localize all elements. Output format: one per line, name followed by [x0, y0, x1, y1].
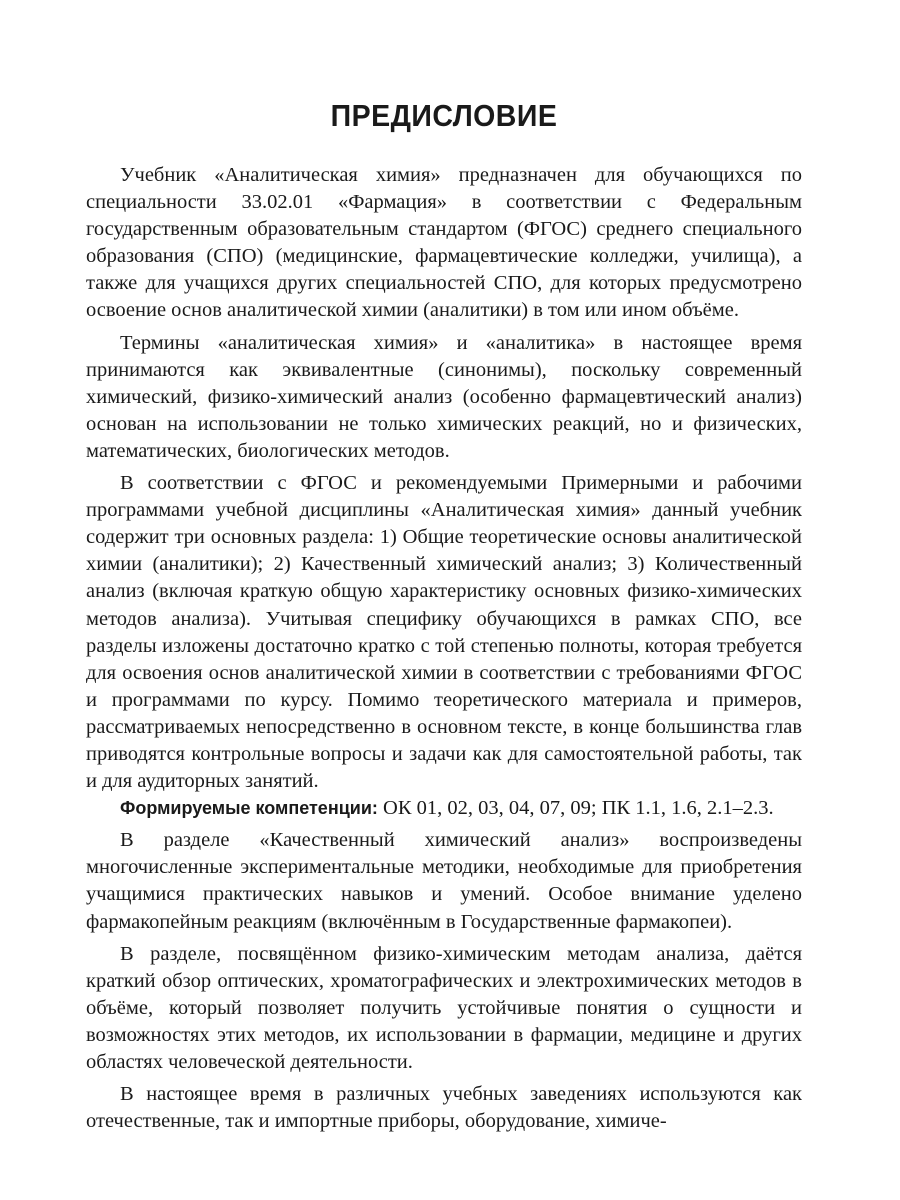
page-title: ПРЕДИСЛОВИЕ: [330, 98, 558, 133]
paragraph-equipment: В настоящее время в различных учебных заведениях используются как отечественные, так и импортные приборы, оборудование, химиче-: [86, 1083, 802, 1133]
paragraph-terms: Термины «аналитическая химия» и «аналитика» в настоящее время принимаются как эквивалентные (синонимы), поскольку современный химический, физико-химический анализ (особенно фармацевтический анализ) основан на использовании не только химических реакций, но и физических, математических, биологических методов.: [86, 331, 802, 462]
competencies-label: Формируемые компетенции:: [120, 798, 378, 819]
paragraph-qualitative: В разделе «Качественный химический анализ» воспроизведены многочисленные экспериментальные методики, необходимые для приобретения учащимися практических навыков и умений. Особое внимание уделено фармакопейным реакциям (включённым в Государственные фармакопеи).: [86, 829, 802, 933]
document-page: [86, 96, 802, 1135]
paragraph-structure: В соответствии с ФГОС и рекомендуемыми Примерными и рабочими программами учебной дисциплины «Аналитическая химия» данный учебник содержит три основных раздела: 1) Общие теоретические основы аналитической химии (аналитики); 2) Качественный химический анализ; 3) Количественный анализ (включая краткую общую характеристику основных физико-химических методов анализа). Учитывая специфику обучающихся в рамках СПО, все разделы изложены достаточно кратко с той степенью полноты, которая требуется для освоения основ аналитической химии в соответствии с требованиями ФГОС и программами по курсу. Помимо теоретического материала и примеров, рассматриваемых непосредственно в основном тексте, в конце большинства глав приводятся контрольные вопросы и задачи как для самостоятельной работы, так и для аудиторных занятий.: [86, 472, 802, 793]
paragraph-intro: Учебник «Аналитическая химия» предназначен для обучающихся по специальности 33.02.01 «Фармация» в соответствии с Федеральным государственным образовательным стандартом (ФГОС) среднего специального образования (СПО) (медицинские, фармацевтические колледжи, училища), а также для учащихся других специальностей СПО, для которых предусмотрено освоение основ аналитической химии (аналитики) в том или ином объёме.: [86, 164, 802, 322]
paragraph-physchem: В разделе, посвящённом физико-химическим методам анализа, даётся краткий обзор оптических, хроматографических и электрохимических методов в объёме, который позволяет получить устойчивые понятия о сущности и возможностях этих методов, их использовании в фармации, медицине и других областях человеческой деятельности.: [86, 942, 802, 1073]
paragraph-competencies: [86, 795, 802, 822]
competencies-list: ОК 01, 02, 03, 04, 07, 09; ПК 1.1, 1.6, 2.1–2.3.: [377, 797, 774, 820]
